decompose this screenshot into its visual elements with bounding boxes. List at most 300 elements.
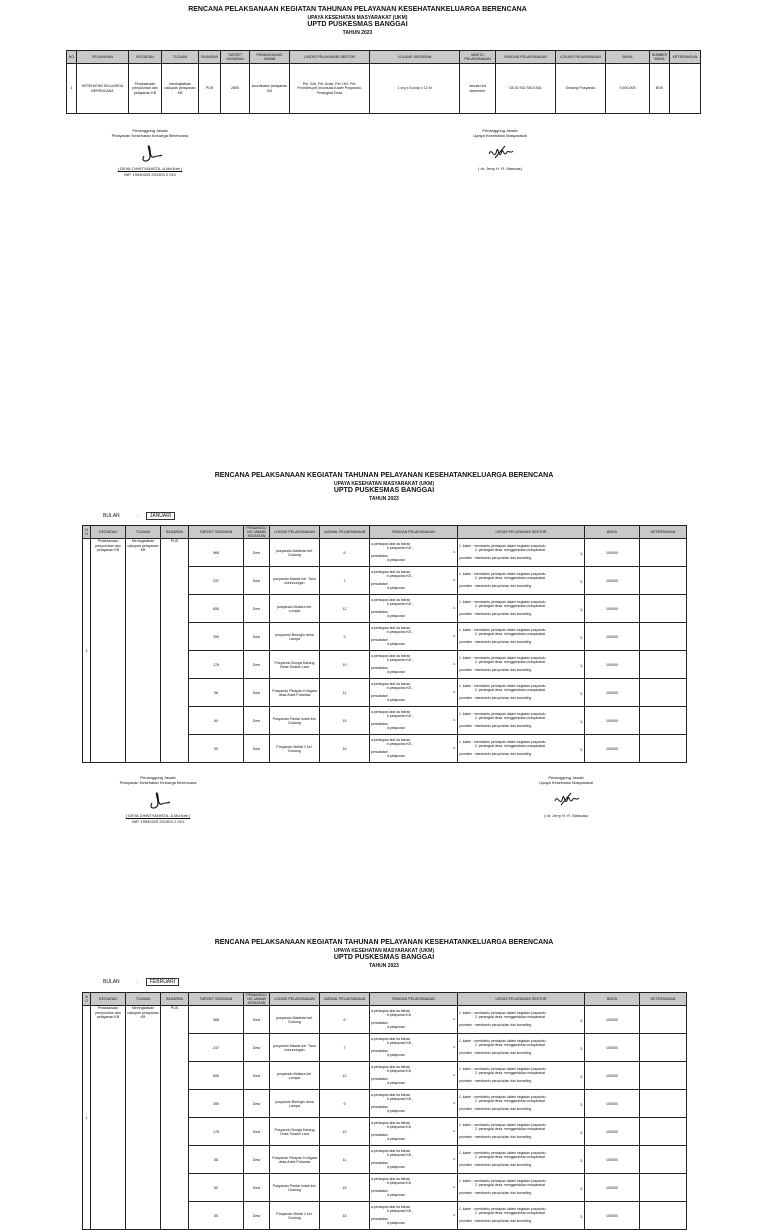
annual-plan-sheet [0, 0, 768, 230]
rincian-line: pencatatan [371, 553, 388, 558]
target-cell: 968 [189, 539, 244, 567]
lintas-line: 1. kader : membantu persiapan dalam kegiatan posyandu [459, 1039, 546, 1044]
right-signature-block [440, 128, 560, 172]
rincian-line: d.pelaporan [387, 613, 405, 618]
lintas-line: 2. perangkat desa: menggerakkan masyarakat [475, 1182, 545, 1187]
lintas-line: 3. [580, 1074, 583, 1079]
month-label [103, 512, 175, 520]
rincian-cell [370, 1174, 458, 1202]
col-header: PENANGGUNG JAWAB [250, 51, 290, 64]
row-number: 1 [83, 539, 91, 763]
jadwal-cell: 7 [320, 567, 370, 595]
lokasi-cell: posyandu Mawar kel. Tano bonunungan [270, 1034, 320, 1062]
lintas-line: 1. kader : membantu persiapan dalam kegiatan posyandu [459, 544, 546, 549]
rincian-line: a.persiapan alat da bahan [371, 570, 411, 575]
rincian-line: d.pelaporan [387, 1108, 405, 1113]
row-number: 1 [83, 1006, 91, 1230]
table-row [67, 64, 701, 114]
month-colon: : [137, 979, 139, 985]
cell: Pel. Gizi, Pel. Anak, Pel. HIV, Pel. Promkes,pel.imunisasi,Kader Posyandu, Perangkat Desa [290, 64, 370, 114]
biaya-cell: 100000 [585, 1062, 640, 1090]
jadwal-cell: 7 [320, 1034, 370, 1062]
target-cell: 60 [189, 707, 244, 735]
lintas-line: promkes : membantu penyuluhan dan konseling [459, 751, 532, 756]
cell: koordinator pelayanan KB [250, 64, 290, 114]
month-value: FEBRUARI [146, 978, 179, 986]
lintas-cell [458, 735, 585, 763]
jadwal-cell: 9 [320, 1090, 370, 1118]
doc-year: TAHUN 2023 [369, 962, 399, 969]
lintas-line: promkes : membantu penyuluhan dan konseling [459, 611, 532, 616]
jadwal-cell: 10 [320, 1118, 370, 1146]
col-header: NO [67, 51, 77, 64]
col-header: PELAYANAN [77, 51, 129, 64]
rincian-line: a.persiapan alat da bahan [371, 1121, 411, 1126]
col-header: TARGET SASARAN [189, 526, 244, 539]
rincian-line: a.persiapan alat da bahan [371, 1149, 411, 1154]
rincian-line: d.pelaporan [387, 1220, 405, 1225]
lintas-line: 1. kader : membantu persiapan dalam kegiatan posyandu [459, 1123, 546, 1128]
col-header: JADWAL PELAKSANAAN [320, 526, 370, 539]
signer-role: Penanggung Jawab [482, 128, 518, 133]
keterangan-cell [640, 1062, 687, 1090]
target-cell: 237 [189, 567, 244, 595]
cell: 1 [67, 64, 77, 114]
rincian-line: b.pelayanan KB , [387, 574, 413, 579]
rincian-line: pencatatan [371, 609, 388, 614]
monthly-sheet-februari [0, 937, 768, 1225]
pj-cell: Devi [244, 539, 270, 567]
biaya-cell: 100000 [585, 539, 640, 567]
col-header: LOKASI PELAKSANAAN [556, 51, 606, 64]
rincian-line: b.pelayanan KB , [387, 1013, 413, 1018]
lintas-cell [458, 567, 585, 595]
signature-mark [485, 142, 515, 164]
col-header: KETERANGAN [640, 993, 687, 1006]
signer-role: Penanggung Jawab [548, 775, 584, 780]
lintas-cell [458, 651, 585, 679]
pj-cell: Devi [244, 595, 270, 623]
rincian-line: pencatatan [371, 1020, 388, 1025]
rincian-cell [370, 735, 458, 763]
lintas-line: 2. perangkat desa: menggerakkan masyarakat [475, 659, 545, 664]
col-header: BIAYA [585, 993, 640, 1006]
biaya-cell: 100000 [585, 1146, 640, 1174]
rincian-line: b.pelayanan KB , [387, 714, 413, 719]
rincian-line: c. [453, 689, 456, 694]
table-row [83, 1006, 687, 1034]
lintas-line: 3. [580, 747, 583, 752]
lintas-line: 1. kader : membantu persiapan dalam kegiatan posyandu [459, 628, 546, 633]
col-header: TUJUAN [126, 993, 161, 1006]
pj-cell: Devi [244, 1006, 270, 1034]
keterangan-cell [640, 1146, 687, 1174]
rincian-line: a.persiapan alat da bahan [371, 738, 411, 743]
monthly-table [82, 992, 687, 1230]
lintas-line: promkes : membantu penyuluhan dan konseling [459, 1134, 532, 1139]
rincian-line: c. [453, 1128, 456, 1133]
col-header: RINCIAN PELAKSANAAN [370, 526, 458, 539]
annual-header [0, 6, 715, 36]
lintas-cell [458, 1090, 585, 1118]
rincian-line: a.persiapan alat da bahan [371, 1009, 411, 1014]
target-cell: 58 [189, 679, 244, 707]
rincian-line: a.persiapan alat da bahan [371, 626, 411, 631]
signer-unit: Upaya Kesehatan Masyarakat [539, 780, 593, 786]
lokasi-cell: Posyandu Melati 2 kel. Dodung [270, 1202, 320, 1230]
rincian-line: pencatatan [371, 1132, 388, 1137]
doc-subtitle: UPAYA KESEHATAN MASYARAKAT (UKM) [333, 480, 434, 487]
doc-title: RENCANA PELAKSANAAN KEGIATAN TAHUNAN PELAYANAN KESEHATANKELUARGA BERENCANA [214, 939, 554, 946]
annual-table-header-row [67, 51, 701, 64]
rincian-line: pencatatan [371, 1188, 388, 1193]
rincian-line: b.pelayanan KB , [387, 630, 413, 635]
keterangan-cell [640, 1118, 687, 1146]
rincian-line: c. [453, 1156, 456, 1161]
lintas-line: 2. perangkat desa: menggerakkan masyarakat [475, 1070, 545, 1075]
col-header: TUJUAN [162, 51, 199, 64]
pj-cell: Devi [244, 1090, 270, 1118]
rincian-line: c. [453, 1016, 456, 1021]
lintas-line: 3. [580, 719, 583, 724]
rincian-line: pencatatan [371, 693, 388, 698]
target-cell: 55 [189, 735, 244, 763]
signature-mark [551, 789, 581, 811]
kegiatan-cell: Pelaksanaan penyuluhan dan pelayanan KB [91, 1006, 126, 1230]
doc-year: TAHUN 2023 [369, 495, 399, 502]
lintas-line: 1. kader : membantu persiapan dalam kegiatan posyandu [459, 684, 546, 689]
biaya-cell: 100000 [585, 1202, 640, 1230]
month-value: JANUARI [146, 512, 175, 520]
rincian-cell [370, 679, 458, 707]
lintas-line: 1. kader : membantu persiapan dalam kegiatan posyandu [459, 1179, 546, 1184]
lintas-cell [458, 1174, 585, 1202]
col-header: PENANGGUNG JAWAB KEGIATAN [244, 993, 270, 1006]
doc-title: RENCANA PELAKSANAAN KEGIATAN TAHUNAN PELAYANAN KESEHATANKELUARGA BERENCANA [188, 6, 527, 13]
biaya-cell: 100000 [585, 1118, 640, 1146]
col-header: KETERANGAN [640, 526, 687, 539]
col-header: KEGIATAN [129, 51, 162, 64]
lintas-line: 2. perangkat desa: menggerakkan masyarakat [475, 1014, 545, 1019]
pj-cell: Devi [244, 1118, 270, 1146]
jadwal-cell: 6 [320, 1006, 370, 1034]
tujuan-cell: Meningkatkan cakupan pelayanan KB [126, 539, 161, 763]
biaya-cell: 100000 [585, 623, 640, 651]
rincian-line: b.pelayanan KB , [387, 1125, 413, 1130]
rincian-line: d.pelaporan [387, 1080, 405, 1085]
rincian-line: b.pelayanan KB , [387, 1181, 413, 1186]
month-colon: : [137, 513, 139, 519]
rincian-cell [370, 567, 458, 595]
rincian-line: a.persiapan alat da bahan [371, 654, 411, 659]
doc-unit: UPTD PUSKESMAS BANGGAI [333, 954, 435, 961]
kegiatan-cell: Pelaksanaan penyuluhan dan pelayanan KB [91, 539, 126, 763]
col-header: LOKASI PELAKSANAAN [270, 526, 320, 539]
target-cell: 395 [189, 1090, 244, 1118]
rincian-line: c. [453, 717, 456, 722]
pj-cell: Devi [244, 1146, 270, 1174]
lintas-line: 3. [580, 635, 583, 640]
rincian-line: d.pelaporan [387, 1192, 405, 1197]
signer-unit: Upaya Kesehatan Masyarakat [473, 133, 527, 139]
jadwal-cell: 10 [320, 651, 370, 679]
lintas-line: 2. perangkat desa: menggerakkan masyarakat [475, 687, 545, 692]
signer-unit: Pelayanan Kesehatan Keluarga Berencana [111, 133, 189, 139]
col-header: VOLUME KEGIATAN [370, 51, 460, 64]
monthly-sheet-januari [0, 470, 768, 870]
month-caption: BULAN [103, 979, 120, 985]
lintas-line: promkes : membantu penyuluhan dan konseling [459, 555, 532, 560]
signer-name: ( dr. Jerry H. R. Manuas) [478, 166, 522, 172]
rincian-line: b.pelayanan KB , [387, 1097, 413, 1102]
rincian-cell [370, 707, 458, 735]
col-header: JADWAL PELAKSANAAN [320, 993, 370, 1006]
target-cell: 178 [189, 1118, 244, 1146]
rincian-line: d.pelaporan [387, 669, 405, 674]
pj-cell: Devi [244, 651, 270, 679]
sasaran-cell: PUS [161, 539, 189, 763]
tujuan-cell: Meningkatkan cakupan pelayanan KB [126, 1006, 161, 1230]
col-header: WAKTU PELAKSANAAN [460, 51, 496, 64]
left-signature-block [90, 128, 210, 177]
lintas-line: 2. perangkat desa: menggerakkan masyarakat [475, 1098, 545, 1103]
target-cell: 178 [189, 651, 244, 679]
target-cell: 655 [189, 1062, 244, 1090]
col-header: SASARAN [199, 51, 221, 64]
col-header: RINCIAN PELAKSANAAN [370, 993, 458, 1006]
month-caption: BULAN [103, 513, 120, 519]
pj-cell: Devi [244, 1202, 270, 1230]
cell: meningkatkan cakupan pelayanan KB [162, 64, 199, 114]
lintas-line: 3. [580, 1018, 583, 1023]
rincian-cell [370, 1006, 458, 1034]
pj-cell: Devi [244, 1174, 270, 1202]
left-signature-block [98, 775, 218, 824]
rincian-line: c. [453, 605, 456, 610]
rincian-line: c. [453, 1100, 456, 1105]
rincian-line: d.pelaporan [387, 585, 405, 590]
col-header: LINTAS PELAYANAN/ SEKTOR [290, 51, 370, 64]
keterangan-cell [640, 679, 687, 707]
col-header: KEGIATAN [91, 993, 126, 1006]
rincian-line: d.pelaporan [387, 697, 405, 702]
keterangan-cell [640, 567, 687, 595]
lintas-line: 1. kader : membantu persiapan dalam kegiatan posyandu [459, 1011, 546, 1016]
lintas-line: 1. kader : membantu persiapan dalam kegiatan posyandu [459, 600, 546, 605]
cell: 1 org x 8 posy x 12 bl [370, 64, 460, 114]
col-header: NO [83, 526, 91, 539]
lintas-line: 1. kader : membantu persiapan dalam kegiatan posyandu [459, 572, 546, 577]
lintas-line: 3. [580, 1158, 583, 1163]
col-header: RINCIAN PELAKSANAAN [496, 51, 556, 64]
rincian-line: b.pelayanan KB , [387, 602, 413, 607]
rincian-line: pencatatan [371, 721, 388, 726]
keterangan-cell [640, 1090, 687, 1118]
keterangan-cell [640, 595, 687, 623]
pj-cell: Devi [244, 623, 270, 651]
col-header: SASARAN [161, 993, 189, 1006]
pj-cell: Devi [244, 1034, 270, 1062]
lokasi-cell: Posyandu Pantai Indah kel. Dodung [270, 707, 320, 735]
cell: Januari s/d desember [460, 64, 496, 114]
monthly-table-header-row [83, 993, 687, 1006]
rincian-line: a.persiapan alat da bahan [371, 542, 411, 547]
keterangan-cell [640, 539, 687, 567]
rincian-line: d.pelaporan [387, 641, 405, 646]
monthly-table [82, 525, 687, 763]
doc-unit: UPTD PUSKESMAS BANGGAI [307, 21, 408, 28]
col-header: SASARAN [161, 526, 189, 539]
jadwal-cell: 16 [320, 1202, 370, 1230]
rincian-line: a.persiapan alat da bahan [371, 1065, 411, 1070]
rincian-cell [370, 651, 458, 679]
biaya-cell: 100000 [585, 651, 640, 679]
pj-cell: Devi [244, 1062, 270, 1090]
biaya-cell: 100000 [585, 1174, 640, 1202]
col-header: LINTAS PELAYANAN/ SEKTOR [458, 993, 585, 1006]
target-cell: 58 [189, 1146, 244, 1174]
signer-name: ( dr. Jerry H. R. Manuas) [544, 813, 588, 819]
biaya-cell: 100000 [585, 1034, 640, 1062]
cell: 2855 [221, 64, 250, 114]
monthly-header [0, 939, 768, 969]
lintas-line: 1. kader : membantu persiapan dalam kegiatan posyandu [459, 1095, 546, 1100]
lintas-line: 1. kader : membantu persiapan dalam kegiatan posyandu [459, 656, 546, 661]
rincian-cell [370, 595, 458, 623]
rincian-line: d.pelaporan [387, 1052, 405, 1057]
cell: 9,600,000 [606, 64, 650, 114]
rincian-cell [370, 1202, 458, 1230]
rincian-line: c. [453, 1212, 456, 1217]
rincian-line: c. [453, 577, 456, 582]
lintas-cell [458, 1006, 585, 1034]
rincian-line: pencatatan [371, 749, 388, 754]
signer-unit: Pelayanan Kesehatan Keluarga Berencana [119, 780, 197, 786]
jadwal-cell: 12 [320, 1062, 370, 1090]
rincian-line: a.persiapan alat da bahan [371, 598, 411, 603]
lokasi-cell: posyandu Matahari kel. Dodung [270, 1006, 320, 1034]
rincian-line: pencatatan [371, 581, 388, 586]
lokasi-cell: Posyandu Bunga Karang Desa Tinakin Laut [270, 1118, 320, 1146]
rincian-line: c. [453, 1072, 456, 1077]
keterangan-cell [640, 651, 687, 679]
rincian-line: b.pelayanan KB , [387, 1209, 413, 1214]
lintas-line: promkes : membantu penyuluhan dan konseling [459, 1022, 532, 1027]
lintas-line: 3. [580, 663, 583, 668]
monthly-header [0, 472, 768, 502]
month-label [103, 978, 179, 986]
rincian-line: pencatatan [371, 665, 388, 670]
rincian-line: pencatatan [371, 1076, 388, 1081]
jadwal-cell: 15 [320, 707, 370, 735]
lintas-line: 2. perangkat desa: menggerakkan masyarakat [475, 1154, 545, 1159]
keterangan-cell [640, 1174, 687, 1202]
col-header: LOKASI PELAKSANAAN [270, 993, 320, 1006]
lintas-line: promkes : membantu penyuluhan dan konseling [459, 695, 532, 700]
rincian-line: pencatatan [371, 1048, 388, 1053]
rincian-line: a.persiapan alat da bahan [371, 1177, 411, 1182]
lokasi-cell: Posyandu Pinapan Kuhgata desa Adek Potanisa [270, 679, 320, 707]
lintas-line: 3. [580, 1186, 583, 1191]
lintas-line: promkes : membantu penyuluhan dan konseling [459, 723, 532, 728]
cell: PUS [199, 64, 221, 114]
pj-cell: Devi [244, 735, 270, 763]
lintas-line: 1. kader : membantu persiapan dalam kegiatan posyandu [459, 740, 546, 745]
biaya-cell: 100000 [585, 679, 640, 707]
lintas-line: promkes : membantu penyuluhan dan konseling [459, 1050, 532, 1055]
biaya-cell: 100000 [585, 735, 640, 763]
signer-role: Penanggung Jawab [140, 775, 176, 780]
signer-nip: NIP. 19940329 201903 2 010 [124, 171, 176, 177]
col-header: BIAYA [585, 526, 640, 539]
rincian-cell [370, 539, 458, 567]
pj-cell: Devi [244, 679, 270, 707]
rincian-line: d.pelaporan [387, 1164, 405, 1169]
rincian-line: a.persiapan alat da bahan [371, 1037, 411, 1042]
lintas-line: 3. [580, 579, 583, 584]
rincian-cell [370, 1146, 458, 1174]
col-header: PENANGGUNG JAWAB KEGIATAN [244, 526, 270, 539]
rincian-cell [370, 1062, 458, 1090]
lintas-line: 3. [580, 1130, 583, 1135]
lintas-cell [458, 1118, 585, 1146]
keterangan-cell [640, 707, 687, 735]
rincian-line: b.pelayanan KB , [387, 1041, 413, 1046]
lokasi-cell: Posyandu Pinapan Kuhgata desa Adek Potanisa [270, 1146, 320, 1174]
lintas-line: 1. kader : membantu persiapan dalam kegiatan posyandu [459, 1207, 546, 1212]
signature-mark [143, 789, 173, 811]
rincian-line: b.pelayanan KB , [387, 546, 413, 551]
rincian-line: c. [453, 1044, 456, 1049]
lintas-line: 2. perangkat desa: menggerakkan masyarakat [475, 1042, 545, 1047]
col-header: LINTAS PELAYANAN/ SEKTOR [458, 526, 585, 539]
lintas-cell [458, 623, 585, 651]
rincian-line: d.pelaporan [387, 725, 405, 730]
rincian-line: c. [453, 1184, 456, 1189]
col-header: KETERANGAN [670, 51, 701, 64]
jadwal-cell: 11 [320, 679, 370, 707]
target-cell: 655 [189, 595, 244, 623]
lintas-line: promkes : membantu penyuluhan dan konseling [459, 1078, 532, 1083]
col-header: TARGET SASARAN [221, 51, 250, 64]
col-header: SUMBER BIAYA [650, 51, 670, 64]
rincian-line: a.persiapan alat da bahan [371, 1093, 411, 1098]
lintas-line: 3. [580, 1102, 583, 1107]
rincian-line: b.pelayanan KB , [387, 1153, 413, 1158]
rincian-line: c. [453, 549, 456, 554]
lintas-line: promkes : membantu penyuluhan dan konseling [459, 583, 532, 588]
col-header: KEGIATAN [91, 526, 126, 539]
target-cell: 395 [189, 623, 244, 651]
doc-unit: UPTD PUSKESMAS BANGGAI [333, 487, 435, 494]
rincian-line: b.pelayanan KB , [387, 658, 413, 663]
lokasi-cell: Posyandu Melati 2 kel. Dodung [270, 735, 320, 763]
doc-title: RENCANA PELAKSANAAN KEGIATAN TAHUNAN PELAYANAN KESEHATANKELUARGA BERENCANA [214, 472, 554, 479]
lokasi-cell: posyandu Matahari kel. Dodung [270, 539, 320, 567]
rincian-cell [370, 1118, 458, 1146]
keterangan-cell [640, 1006, 687, 1034]
rincian-line: a.persiapan alat da bahan [371, 682, 411, 687]
lintas-line: promkes : membantu penyuluhan dan konseling [459, 1190, 532, 1195]
lintas-line: 2. perangkat desa: menggerakkan masyarakat [475, 1126, 545, 1131]
lintas-line: promkes : membantu penyuluhan dan konseling [459, 1218, 532, 1223]
doc-subtitle: UPAYA KESEHATAN MASYARAKAT (UKM) [333, 947, 434, 954]
lintas-line: 3. [580, 1214, 583, 1219]
col-header: BIAYA [606, 51, 650, 64]
rincian-line: d.pelaporan [387, 1136, 405, 1141]
lokasi-cell: Posyandu Bunga Karang Desa Tinakin Laut [270, 651, 320, 679]
jadwal-cell: 6 [320, 539, 370, 567]
